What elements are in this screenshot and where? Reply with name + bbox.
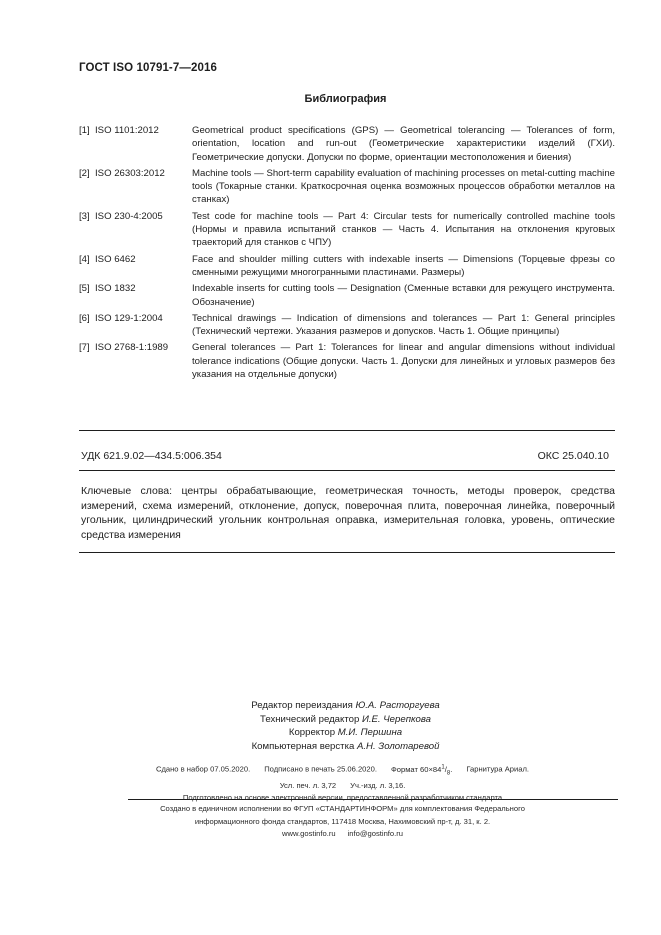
bibliography-list (79, 124, 615, 384)
footer-line: информационного фонда стандартов, 117418 Москва, Нахимовский пр-т, д. 31, к. 2. (194, 816, 491, 826)
bibliography-text: Geometrical product specifications (GPS) — Geometrical tolerancing — Tolerances of form, orientation, location and run-out (Геометрические характеристики изделий (ГХИ). Геометрические допуски. Допуски по форме, ориентации местоположения и биения) (192, 125, 615, 163)
print-set-date: Сдано в набор 07.05.2020. (155, 764, 251, 774)
footer-links (0, 828, 661, 841)
bibliography-number: [7] (79, 342, 90, 354)
standard-designation: ГОСТ ISO 10791-7—2016 (79, 62, 217, 74)
publisher-footer (0, 803, 661, 841)
credit-role: Технический редактор (260, 713, 360, 725)
bibliography-text: Test code for machine tools — Part 4: Circular tests for numerically controlled machine tools (Нормы и правила испытаний станков — Часть 4. Испытания на отклонения круговых траекторий для станков с ЧПУ) (192, 210, 615, 249)
keywords-label: Ключевые слова: (81, 485, 173, 497)
oks-code: ОКС 25.040.10 (537, 450, 609, 462)
print-info-row (0, 761, 661, 780)
bibliography-code: ISO 6462 (95, 253, 136, 265)
credit-line (0, 726, 661, 740)
bibliography-code: ISO 1101:2012 (95, 125, 159, 136)
credit-name: И.Е. Черепкова (361, 713, 431, 725)
footer-divider (128, 799, 618, 800)
footer-line: Создано в единичном исполнении во ФГУП «СТАНДАРТИНФОРМ» для комплектования Федерального (160, 804, 525, 813)
divider-bottom (79, 552, 615, 553)
footer-website-link[interactable]: www.gostinfo.ru (281, 829, 336, 839)
credit-role: Корректор (288, 727, 336, 739)
bibliography-number: [3] (79, 210, 90, 222)
credit-role: Редактор переиздания (251, 700, 353, 711)
credit-name: Ю.А. Расторгуева (355, 700, 440, 711)
bibliography-text: Technical drawings — Indication of dimensions and tolerances — Part 1: General principles (Технический чертежи. Указания размеров и допусков. Часть 1. Общие принципы) (192, 312, 615, 338)
print-pub-sheets: Уч.-изд. л. 3,16. (350, 780, 406, 790)
bibliography-text: General tolerances — Part 1: Tolerances for linear and angular dimensions without individual tolerance indications (Общие допуски. Часть 1. Допуски для линейных и угловых размеров без указания на отдельные допуски) (192, 342, 615, 381)
bibliography-item (79, 210, 615, 250)
footer-email-link[interactable]: info@gostinfo.ru (347, 829, 404, 839)
bibliography-title: Библиография (304, 93, 387, 105)
credit-role: Компьютерная верстка (251, 740, 355, 752)
bibliography-item (79, 282, 615, 309)
print-prepared-note: Подготовлено на основе электронной версии, предоставленной разработчиком стандарта (182, 793, 503, 803)
bibliography-text: Indexable inserts for cutting tools — Designation (Сменные вставки для режущего инструмента. Обозначение) (192, 283, 615, 308)
bibliography-item (79, 167, 615, 207)
credit-line (0, 740, 661, 754)
divider-top (79, 430, 615, 431)
print-typeface: Гарнитура Ариал. (466, 764, 530, 774)
credit-name: А.Н. Золотаревой (356, 740, 440, 752)
bibliography-number: [2] (79, 167, 90, 179)
bibliography-code: ISO 26303:2012 (95, 167, 165, 179)
divider-middle (79, 470, 615, 471)
udc-code: УДК 621.9.02—434.5:006.354 (81, 450, 222, 462)
keywords-text: центры обрабатывающие, геометрическая точность, методы проверок, средства измерений, схема измерений, отклонение, допуск, поверочная плита, поверочная линейка, поверочный угольник, цилиндрический угольник контрольная оправка, измерительная головка, уровень, оптические средства измерения (81, 485, 615, 541)
print-sheets: Усл. печ. л. 3,72 (279, 780, 337, 790)
bibliography-number: [6] (79, 312, 90, 324)
credit-line (0, 713, 661, 727)
bibliography-number: [5] (79, 283, 90, 295)
keywords-block (81, 484, 615, 542)
print-info-row (0, 780, 661, 793)
bibliography-code: ISO 2768-1:1989 (95, 342, 169, 354)
bibliography-item (79, 312, 615, 339)
bibliography-item (79, 341, 615, 381)
bibliography-item (79, 124, 615, 164)
bibliography-code: ISO 129-1:2004 (95, 312, 163, 324)
bibliography-number: [4] (79, 253, 90, 265)
bibliography-text: Face and shoulder milling cutters with indexable inserts — Dimensions (Торцевые фрезы со сменными режущими многогранными пластинами. Размеры) (192, 253, 615, 278)
print-signed-date: Подписано в печать 25.06.2020. (264, 764, 377, 774)
bibliography-number: [1] (79, 125, 90, 136)
bibliography-code: ISO 1832 (95, 283, 136, 295)
print-format: Формат $60\times 84^1/_8$. (390, 764, 453, 777)
bibliography-item (79, 253, 615, 280)
credit-line (0, 699, 661, 713)
bibliography-text: Machine tools — Short-term capability evaluation of machining processes on metal-cutting machine tools (Токарные станки. Краткосрочная оценка возможных процессов обработки металлов на станках) (192, 167, 615, 206)
bibliography-code: ISO 230-4:2005 (95, 210, 163, 222)
credit-name: М.И. Першина (337, 727, 403, 739)
credits-block (0, 699, 661, 753)
